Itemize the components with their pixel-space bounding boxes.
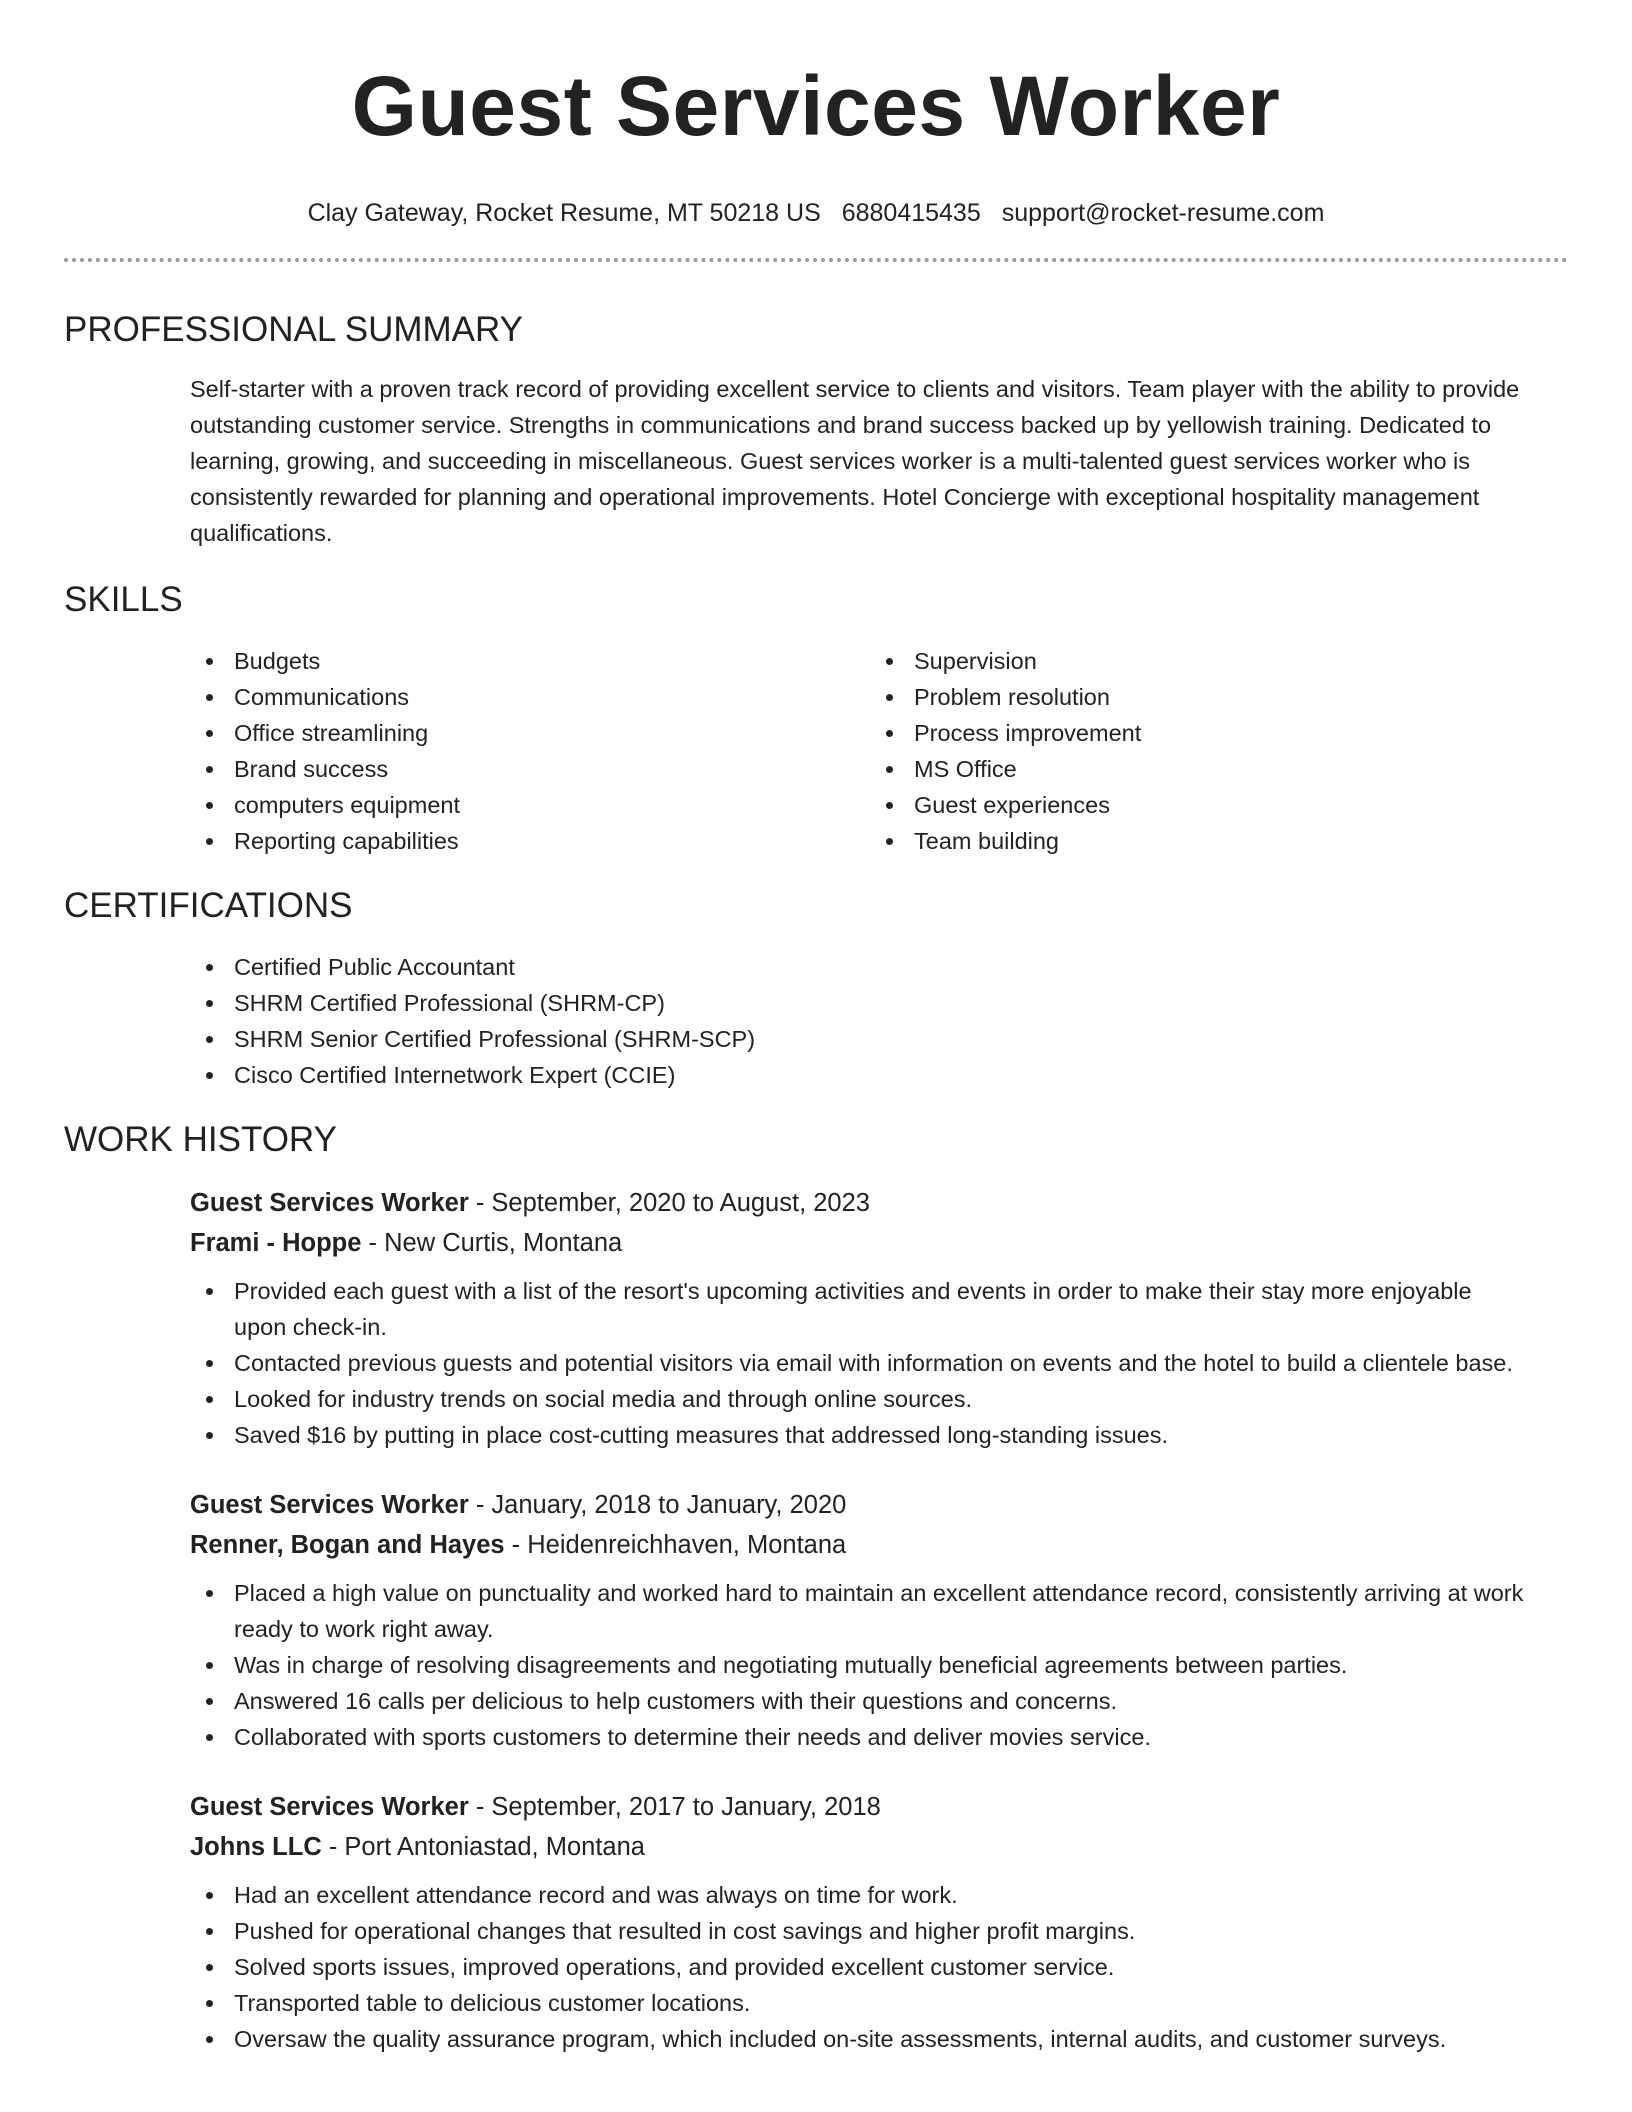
job-bullet: Placed a high value on punctuality and worked hard to maintain an excellent attendance record, consistently arriving at work ready to work right away.: [190, 1575, 1528, 1647]
job-title-line: [190, 1485, 1568, 1525]
section-title-summary: PROFESSIONAL SUMMARY: [64, 310, 523, 349]
job-dates: - September, 2020 to August, 2023: [468, 1189, 870, 1217]
job-title-line: [190, 1787, 1568, 1827]
skill-item: Brand success: [190, 751, 870, 787]
job-location: - Port Antoniastad, Montana: [321, 1833, 645, 1861]
job-bullet: Collaborated with sports customers to determine their needs and deliver movies service.: [190, 1719, 1528, 1755]
job-bullet: Looked for industry trends on social media and through online sources.: [190, 1381, 1528, 1417]
job-bullet: Transported table to delicious customer locations.: [190, 1985, 1528, 2021]
job-bullet: Solved sports issues, improved operations, and provided excellent customer service.: [190, 1949, 1528, 1985]
skill-item: Guest experiences: [870, 787, 1550, 823]
job-bullet: Pushed for operational changes that resulted in cost savings and higher profit margins.: [190, 1913, 1528, 1949]
skill-item: MS Office: [870, 751, 1550, 787]
skill-item: Team building: [870, 823, 1550, 859]
job-bullet: Oversaw the quality assurance program, which included on-site assessments, internal audits, and customer surveys.: [190, 2021, 1528, 2057]
job-bullet: Answered 16 calls per delicious to help customers with their questions and concerns.: [190, 1683, 1528, 1719]
section-title-work-history: WORK HISTORY: [64, 1120, 337, 1159]
job-role: Guest Services Worker: [190, 1793, 469, 1821]
skill-item: Problem resolution: [870, 679, 1550, 715]
summary-text: Self-starter with a proven track record of providing excellent service to clients and visitors. Team player with the ability to provide outstanding customer service. Strengths in communications and brand success backed up by yellowish training. Dedicated to learning, growing, and succeeding in miscellaneous. Guest services worker is a multi-talented guest services worker who is consistently rewarded for planning and operational improvements. Hotel Concierge with exceptional hospitality management qualifications.: [190, 376, 1520, 546]
contact-email: support@rocket-resume.com: [1001, 199, 1325, 227]
job-bullet: Provided each guest with a list of the resort's upcoming activities and events in order to make their stay more enjoyable upon check-in.: [190, 1273, 1528, 1345]
certification-item: Certified Public Accountant: [190, 949, 1568, 985]
job-bullet: Contacted previous guests and potential visitors via email with information on events and the hotel to build a clientele base.: [190, 1345, 1528, 1381]
job-entry: [64, 1183, 1568, 1453]
skill-item: Supervision: [870, 643, 1550, 679]
certification-item: SHRM Senior Certified Professional (SHRM-SCP): [190, 1021, 1568, 1057]
header-divider: [64, 258, 1568, 262]
job-title-line: [190, 1183, 1568, 1223]
job-role: Guest Services Worker: [190, 1491, 469, 1519]
section-title-certifications: CERTIFICATIONS: [64, 886, 353, 925]
job-company: Renner, Bogan and Hayes: [190, 1531, 505, 1559]
certifications-list: [64, 949, 1568, 1093]
skills-grid: [64, 643, 1568, 859]
contact-line: [64, 198, 1568, 228]
job-dates: - January, 2018 to January, 2020: [468, 1491, 847, 1519]
job-location: - Heidenreichhaven, Montana: [504, 1531, 847, 1559]
job-bullets: [190, 1575, 1568, 1755]
job-bullet: Saved $16 by putting in place cost-cutting measures that addressed long-standing issues.: [190, 1417, 1528, 1453]
job-company-line: [190, 1223, 1568, 1263]
job-company: Johns LLC: [190, 1833, 322, 1861]
job-company-line: [190, 1827, 1568, 1867]
job-company: Frami - Hoppe: [190, 1229, 362, 1257]
job-bullet: Had an excellent attendance record and was always on time for work.: [190, 1877, 1528, 1913]
skill-item: Process improvement: [870, 715, 1550, 751]
job-entry: [64, 1485, 1568, 1755]
skills-list-left: [190, 643, 870, 859]
job-entry: [64, 1787, 1568, 2057]
certification-item: Cisco Certified Internetwork Expert (CCIE): [190, 1057, 1568, 1093]
resume-name: Guest Services Worker: [351, 59, 1281, 153]
section-title-skills: SKILLS: [64, 580, 183, 619]
contact-phone: 6880415435: [841, 199, 981, 227]
contact-address: Clay Gateway, Rocket Resume, MT 50218 US: [307, 199, 821, 227]
job-company-line: [190, 1525, 1568, 1565]
skill-item: computers equipment: [190, 787, 870, 823]
skill-item: Reporting capabilities: [190, 823, 870, 859]
job-location: - New Curtis, Montana: [361, 1229, 623, 1257]
skill-item: Office streamlining: [190, 715, 870, 751]
job-role: Guest Services Worker: [190, 1189, 469, 1217]
job-dates: - September, 2017 to January, 2018: [468, 1793, 881, 1821]
job-bullets: [190, 1877, 1568, 2057]
skill-item: Communications: [190, 679, 870, 715]
certification-item: SHRM Certified Professional (SHRM-CP): [190, 985, 1568, 1021]
job-bullet: Was in charge of resolving disagreements and negotiating mutually beneficial agreements between parties.: [190, 1647, 1528, 1683]
skills-list-right: [870, 643, 1550, 859]
job-bullets: [190, 1273, 1568, 1453]
skill-item: Budgets: [190, 643, 870, 679]
